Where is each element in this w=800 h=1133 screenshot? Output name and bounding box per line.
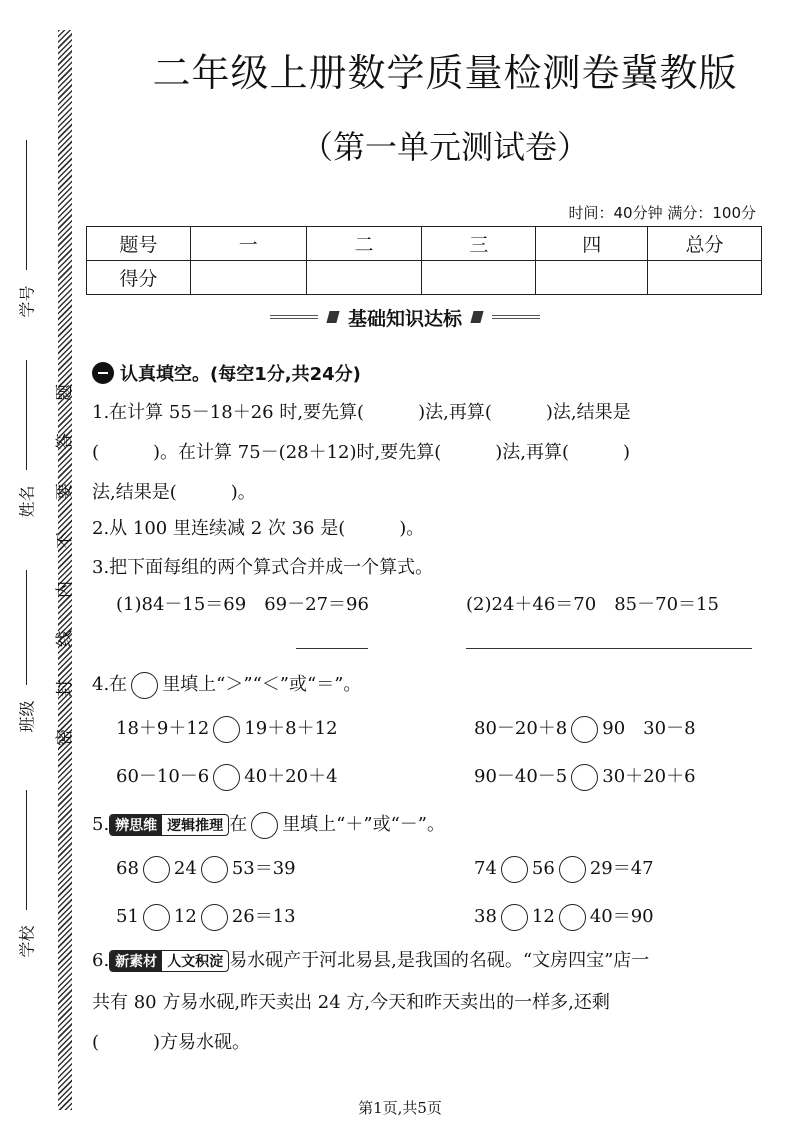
score-input-cell[interactable] (422, 261, 536, 295)
binding-char: 要 (54, 482, 75, 500)
expression: 40＋20＋4 (244, 766, 338, 787)
answer-circle[interactable] (559, 904, 586, 931)
answer-circle[interactable] (201, 856, 228, 883)
number: 68 (116, 858, 139, 879)
number: 29＝47 (589, 858, 654, 879)
school-label: 学校 (17, 925, 37, 958)
number: 51 (116, 906, 139, 927)
q1-line2: ( )。在计算 75－(28＋12)时,要先算( )法,再算( ) (92, 442, 631, 463)
section-banner (270, 304, 540, 330)
q5-post: 里填上“＋”或“－”。 (282, 814, 445, 835)
q6-line3: ( )方易水砚。 (92, 1032, 251, 1053)
tag-dark: 辨思维 (110, 815, 162, 835)
binding-char: 线 (54, 630, 75, 648)
q5-text (92, 810, 445, 839)
answer-circle[interactable] (501, 904, 528, 931)
banner-decoration-icon (470, 311, 483, 323)
binding-notice (52, 380, 75, 750)
score-header-cell: 题号 (87, 227, 191, 261)
page-footer: 第1页,共5页 (358, 1099, 442, 1117)
q5-row1-left (116, 854, 296, 883)
number: 38 (474, 906, 497, 927)
score-header-cell: 二 (306, 227, 422, 261)
school-field[interactable] (8, 790, 37, 970)
binding-char: 封 (54, 679, 75, 697)
q5-row2-right (474, 902, 654, 931)
section-title: 基础知识达标 (348, 307, 463, 330)
answer-circle[interactable] (213, 764, 240, 791)
section-number-icon (92, 362, 114, 384)
student-no-label: 学号 (17, 285, 37, 318)
number: 24 (173, 858, 197, 879)
expression: 90－40－5 (474, 766, 568, 787)
question-tag (109, 814, 229, 836)
answer-circle[interactable] (201, 904, 228, 931)
page-title: 二年级上册数学质量检测卷冀教版 (152, 51, 738, 95)
banner-rule (270, 315, 318, 319)
expression: 60－10－6 (116, 766, 210, 787)
answer-circle[interactable] (501, 856, 528, 883)
number: 53＝39 (231, 858, 296, 879)
expression: 90 30－8 (602, 718, 696, 739)
number: 56 (531, 858, 555, 879)
q4-row2-right (474, 762, 696, 791)
q4-pre: 4.在 (92, 674, 128, 695)
binding-char: 题 (54, 384, 75, 401)
expression: 30＋20＋6 (602, 766, 696, 787)
student-no-field[interactable] (8, 140, 37, 330)
number: 12 (173, 906, 197, 927)
q4-text (92, 670, 361, 699)
expression: 18＋9＋12 (116, 718, 210, 739)
class-field[interactable] (8, 570, 37, 760)
score-input-cell[interactable] (190, 261, 306, 295)
tag-light: 逻辑推理 (167, 818, 224, 834)
class-label: 班级 (17, 700, 37, 733)
score-header-cell: 总分 (648, 227, 762, 261)
tag-dark: 新素材 (110, 951, 162, 971)
answer-circle (251, 812, 278, 839)
q6-line1 (92, 946, 649, 972)
name-field[interactable] (8, 360, 37, 550)
q6-line2: 共有 80 方易水砚,昨天卖出 24 方,今天和昨天卖出的一样多,还剩 (92, 992, 610, 1013)
number: 26＝13 (231, 906, 296, 927)
score-header-cell: 三 (422, 227, 536, 261)
q5-pre: 在 (229, 814, 248, 835)
q6-line1-text: 易水砚产于河北易县,是我国的名砚。“文房四宝”店一 (229, 950, 650, 971)
exam-meta: 时间：40分钟 满分：100分 (568, 204, 756, 222)
binding-char: 密 (54, 728, 75, 746)
expression: 19＋8＋12 (244, 718, 338, 739)
score-input-cell[interactable] (536, 261, 648, 295)
answer-circle[interactable] (213, 716, 240, 743)
number: 40＝90 (589, 906, 654, 927)
expression: 80－20＋8 (474, 718, 568, 739)
page-subtitle: （第一单元测试卷） (300, 128, 589, 166)
score-input-cell[interactable] (648, 261, 762, 295)
q2-text: 2.从 100 里连续减 2 次 36 是( )。 (92, 518, 425, 539)
question-number: 6. (92, 950, 110, 971)
q5-row2-left (116, 902, 296, 931)
answer-circle[interactable] (143, 904, 170, 931)
q5-row1-right (474, 854, 654, 883)
answer-circle[interactable] (143, 856, 170, 883)
q1-line3: 法,结果是( )。 (92, 482, 256, 503)
q3-group-1: (1)84－15＝69 69－27＝96 (116, 594, 369, 615)
q3-answer-line-2[interactable] (466, 648, 752, 649)
banner-decoration-icon (326, 311, 339, 323)
score-input-cell[interactable] (306, 261, 422, 295)
binding-char: 不 (54, 531, 75, 549)
q3-group-2: (2)24＋46＝70 85－70＝15 (466, 594, 719, 615)
tag-light: 人文积淀 (167, 954, 224, 970)
q4-row2-left (116, 762, 338, 791)
answer-circle[interactable] (571, 716, 598, 743)
answer-circle[interactable] (571, 764, 598, 791)
question-heading (92, 360, 361, 386)
q4-post: 里填上“＞”“＜”或“＝”。 (162, 674, 362, 695)
q1-line1: 1.在计算 55－18＋26 时,要先算( )法,再算( )法,结果是 (92, 402, 631, 423)
score-table-score-row (87, 261, 762, 295)
score-table-header-row (87, 227, 762, 261)
q4-row1-left (116, 714, 338, 743)
score-header-cell: 四 (536, 227, 648, 261)
number: 12 (531, 906, 555, 927)
binding-char: 答 (54, 433, 75, 451)
q4-row1-right (474, 714, 696, 743)
banner-rule (492, 315, 540, 319)
binding-char: 内 (54, 581, 75, 599)
number: 74 (474, 858, 497, 879)
answer-circle[interactable] (559, 856, 586, 883)
answer-circle (131, 672, 158, 699)
question-tag (109, 950, 229, 972)
name-label: 姓名 (17, 485, 37, 518)
question-number: 5. (92, 814, 110, 835)
q3-text: 3.把下面每组的两个算式合并成一个算式。 (92, 557, 434, 578)
score-row-label: 得分 (87, 261, 191, 295)
q3-answer-line-1[interactable] (296, 648, 368, 649)
score-header-cell: 一 (190, 227, 306, 261)
question-heading-text: 认真填空。(每空1分,共24分) (120, 364, 361, 385)
score-table (86, 226, 762, 295)
